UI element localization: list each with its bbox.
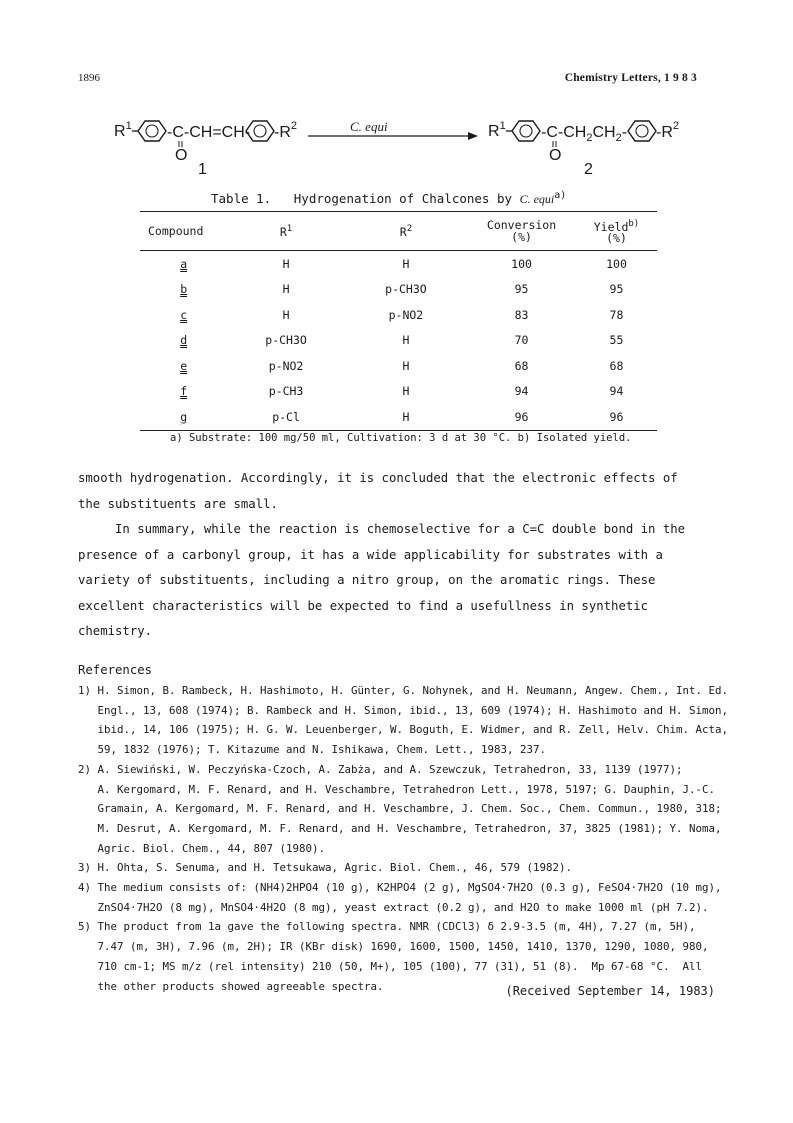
conversion-cell: 100 [511,256,532,271]
r2-cell: H [402,409,410,424]
reference-line: Agric. Biol. Chem., 44, 807 (1980). [78,841,326,855]
table-caption [211,190,566,207]
reactant-label: 1 [198,161,207,178]
table-row [140,328,657,354]
text-line: In summary, while the reaction is chemoselective for a C=C double bond in the [78,522,686,536]
yield-cell: 94 [609,384,624,399]
caption-organism: C. equi [519,192,555,207]
table-row [140,251,657,277]
r2-cell: p-NO2 [388,307,424,322]
reference-line: 59, 1832 (1976); T. Kitazume and N. Ishikawa, Chem. Lett., 1983, 237. [78,743,547,757]
text-line: variety of substituents, including a nitro group, on the aromatic rings. These [78,573,656,587]
caption-footnote-mark: a) [554,190,567,201]
page-number: 1896 [78,72,100,84]
references-heading: References [78,663,153,677]
reference-line: M. Desrut, A. Kergomard, M. F. Renard, and H. Veschambre, Tetrahedron, 37, 3825 (1981); Y. Noma, [78,821,722,835]
r1-cell: p-NO2 [268,358,304,373]
svg-text:-C-CH=CH-: -C-CH=CH- [167,124,251,141]
compound-cell: c [180,307,188,322]
reference-line: Gramain, A. Kergomard, M. F. Renard, and H. Veschambre, J. Chem. Soc., Chem. Commun., 1980, 318; [78,802,722,816]
text-line: smooth hydrogenation. Accordingly, it is concluded that the electronic effects of [78,471,678,485]
table-row [140,277,657,303]
benzene-ring [246,121,274,141]
col-r1: $R^1$ [279,223,293,239]
journal-title: Chemistry Letters, 1 9 8 3 [564,72,697,84]
references-list [78,681,729,996]
r1-cell: p-Cl [272,409,300,424]
svg-text:-R2: $-R^2$ [656,120,680,141]
yield-cell: 100 [606,256,627,271]
arrow-label: C. equi [350,119,388,134]
product-label: 2 [584,161,593,178]
col-compound: Compound [148,224,204,238]
table-header-row [140,212,657,251]
r1-cell: p-CH3 [268,384,304,399]
benzene-ring [628,121,656,141]
conversion-cell: 94 [514,384,529,399]
reference-line: the other products showed agreeable spectra. [78,979,384,993]
paragraph-2 [78,517,718,645]
compound-cell: g [180,409,188,424]
compound-cell: d [180,333,188,348]
reference-line: 2) A. Siewiński, W. Peczyńska-Czoch, A. Zabża, and A. Szewczuk, Tetrahedron, 33, 1139 (1977); [78,762,683,776]
caption-text: Table 1. Hydrogenation of Chalcones by [211,191,520,207]
compound-cell: b [180,282,188,297]
compound-cell: e [180,358,188,373]
yield-cell: 68 [609,358,624,373]
compound-cell: f [180,384,188,399]
r1-cell: p-CH3O [265,333,307,348]
table-row [140,353,657,379]
yield-cell: 78 [609,307,624,322]
reference-line: ZnSO4·7H2O (8 mg), MnSO4·4H2O (8 mg), yeast extract (0.2 g), and H2O to make 1000 ml (pH 7.2). [78,900,709,914]
r2-cell: H [402,256,410,271]
r1-cell: H [282,307,290,322]
received-date: (Received September 14, 1983) [505,984,715,998]
reference-line: Engl., 13, 608 (1974); B. Rambeck and H. Simon, ibid., 13, 609 (1974); H. Hashimoto and H. Simon, [78,703,729,717]
reference-line: ibid., 14, 106 (1975); H. G. W. Leuenberger, W. Boguth, E. Widmer, and R. Zell, Helv. Chim. Acta, [78,723,729,737]
yield-cell: 96 [609,409,624,424]
table-row [140,379,657,405]
text-line: the substituents are small. [78,496,278,511]
table-row [140,404,657,430]
reference-line: 4) The medium consists of: (NH4)2HPO4 (10 g), K2HPO4 (2 g), MgSO4·7H2O (0.3 g), FeSO4·7H2O (10 mg), [78,881,722,895]
col-r2: $R^2$ [399,223,413,239]
reference-line: 3) H. Ohta, S. Senuma, and H. Tetsukawa, Agric. Biol. Chem., 46, 579 (1982). [78,861,573,875]
paragraph-1 [78,466,718,517]
text-line: excellent characteristics will be expected to find a usefullness in synthetic [78,598,649,613]
r2-cell: p-CH3O [385,282,427,297]
conversion-cell: 95 [514,282,529,297]
svg-text:O: O [175,147,188,164]
reaction-scheme [110,108,710,190]
r1-cell: H [282,256,290,271]
benzene-ring [512,121,540,141]
col-conversion: Conversion (%) [486,218,557,244]
table-footnote: a) Substrate: 100 mg/50 ml, Cultivation: 3 d at 30 °C. b) Isolated yield. [170,432,632,444]
r2-cell: H [402,384,410,399]
text-line: chemistry. [78,624,153,638]
r2-cell: H [402,333,410,348]
reference-line: A. Kergomard, M. F. Renard, and H. Veschambre, Tetrahedron Lett., 1978, 5197; G. Dauphin, J.-C. [78,782,716,796]
table-row [140,302,657,328]
svg-text:O: O [549,147,562,164]
yield-cell: 95 [609,282,624,297]
col-yield: Yield$^{b)}$ (%) [593,218,640,246]
yield-cell: 55 [609,333,624,348]
text-line: presence of a carbonyl group, it has a wide applicability for substrates with a [78,547,663,562]
reference-line: 5) The product from 1a gave the following spectra. NMR (CDCl3) δ 2.9-3.5 (m, 4H), 7.27 (m, 5H), [78,920,696,934]
conversion-cell: 83 [514,307,529,322]
reactant-r1-label: $R^1$ [114,120,132,140]
conversion-cell: 68 [514,358,529,373]
reference-line: 7.47 (m, 3H), 7.96 (m, 2H); IR (KBr disk) 1690, 1600, 1500, 1450, 1410, 1370, 1290, 1080, 980, [78,940,709,954]
product-r1-label: $R^1$ [488,120,506,140]
reference-line: 1) H. Simon, B. Rambeck, H. Hashimoto, H. Günter, G. Nohynek, and H. Neumann, Angew. Chem., Int. Ed. [78,684,729,697]
r1-cell: H [282,282,290,297]
svg-text:-C-CH2CH2-: $-C-CH_2CH_2-$ [541,124,628,144]
hydrogenation-table [140,211,657,431]
reference-line: 710 cm-1; MS m/z (rel intensity) 210 (50, M+), 105 (100), 77 (31), 51 (8). Mp 67-68 °C. All [78,959,703,973]
benzene-ring [138,121,166,141]
conversion-cell: 96 [514,409,529,424]
r2-cell: H [402,358,410,373]
compound-cell: a [180,256,188,271]
svg-text:-R2: $-R^2$ [274,120,298,141]
conversion-cell: 70 [514,333,529,348]
